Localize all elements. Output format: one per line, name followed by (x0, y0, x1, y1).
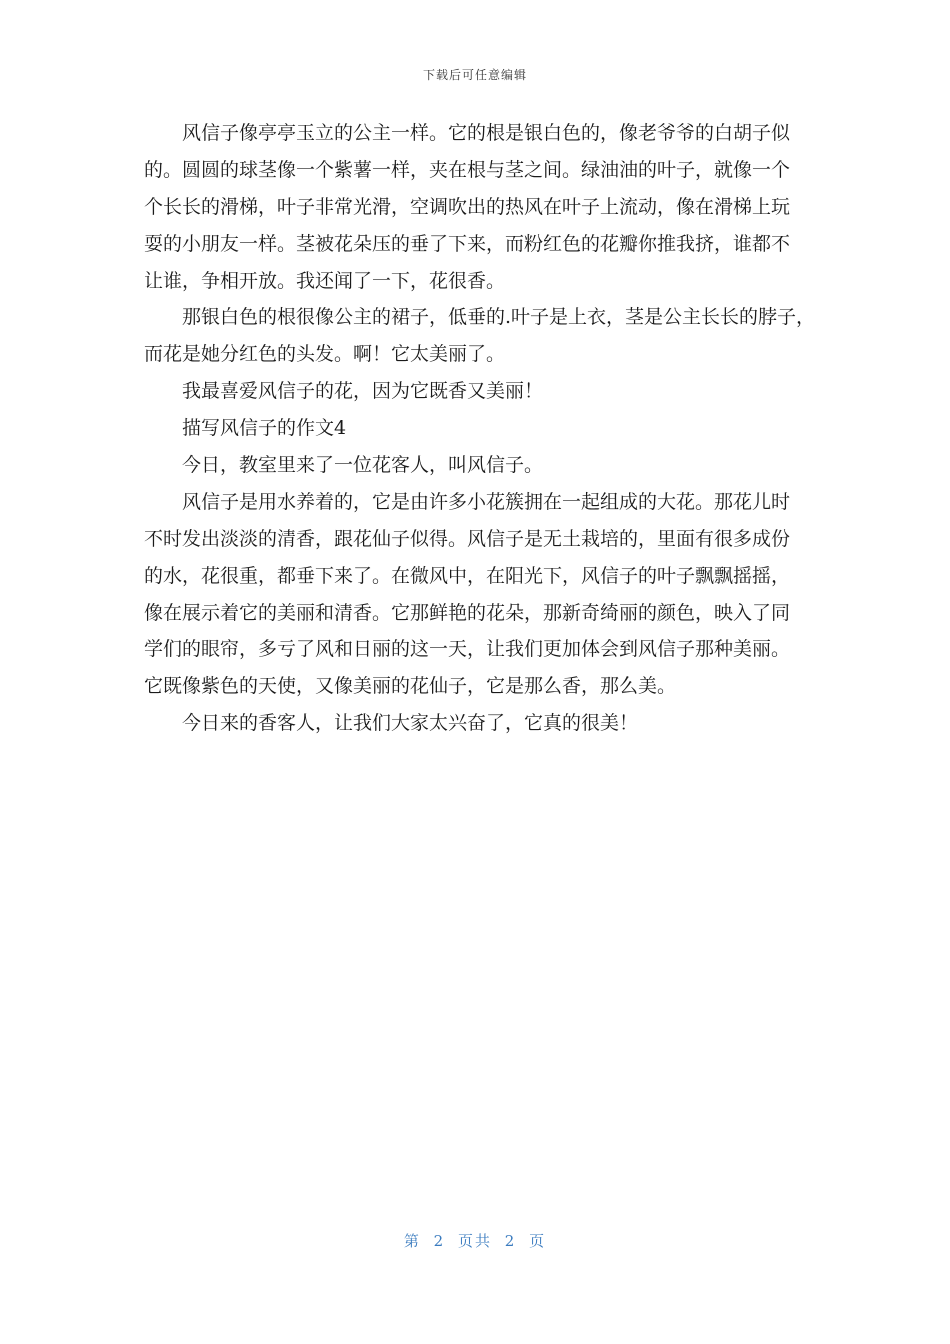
text-line: 耍的小朋友一样。茎被花朵压的垂了下来，而粉红色的花瓣你推我挤，谁都不 (144, 232, 791, 255)
text-line: 今日来的香客人，让我们大家太兴奋了，它真的很美！ (182, 712, 639, 735)
text-line: 学们的眼帘，多亏了风和日丽的这一天，让我们更加体会到风信子那种美丽。 (144, 638, 791, 661)
text-line: 风信子是用水养着的，它是由许多小花簇拥在一起组成的大花。那花儿时 (182, 490, 791, 513)
text-line: 让谁，争相开放。我还闻了一下，花很香。 (144, 269, 506, 292)
page-header: 下载后可任意编辑 (422, 68, 527, 82)
text-line: 它既像紫色的天使，又像美丽的花仙子，它是那么香，那么美。 (144, 675, 677, 698)
text-line: 像在展示着它的美丽和清香。它那鲜艳的花朵，那新奇绮丽的颜色，映入了同 (144, 601, 791, 624)
text-line: 个长长的滑梯，叶子非常光滑，空调吹出的热风在叶子上流动，像在滑梯上玩 (144, 195, 791, 218)
text-line: 那银白色的根很像公主的裙子，低垂的.叶子是上衣，茎是公主长长的脖子， (182, 306, 816, 329)
page-footer: 第 2 页共 2 页 (403, 1232, 547, 1250)
text-line: 的水，花很重，都垂下来了。在微风中，在阳光下，风信子的叶子飘飘摇摇， (144, 564, 791, 587)
text-line: 而花是她分红色的头发。啊！它太美丽了。 (144, 343, 506, 366)
text-line: 风信子像亭亭玉立的公主一样。它的根是银白色的，像老爷爷的白胡子似 (182, 122, 791, 144)
document-body (144, 119, 824, 746)
text-line: 今日，教室里来了一位花客人，叫风信子。 (182, 454, 544, 477)
section-heading: 描写风信子的作文4 (182, 417, 347, 440)
text-line: 不时发出淡淡的清香，跟花仙子似得。风信子是无土栽培的，里面有很多成份 (144, 527, 791, 550)
text-line: 的。圆圆的球茎像一个紫薯一样，夹在根与茎之间。绿油油的叶子，就像一个 (144, 158, 791, 181)
text-line: 我最喜爱风信子的花，因为它既香又美丽！ (182, 380, 544, 403)
